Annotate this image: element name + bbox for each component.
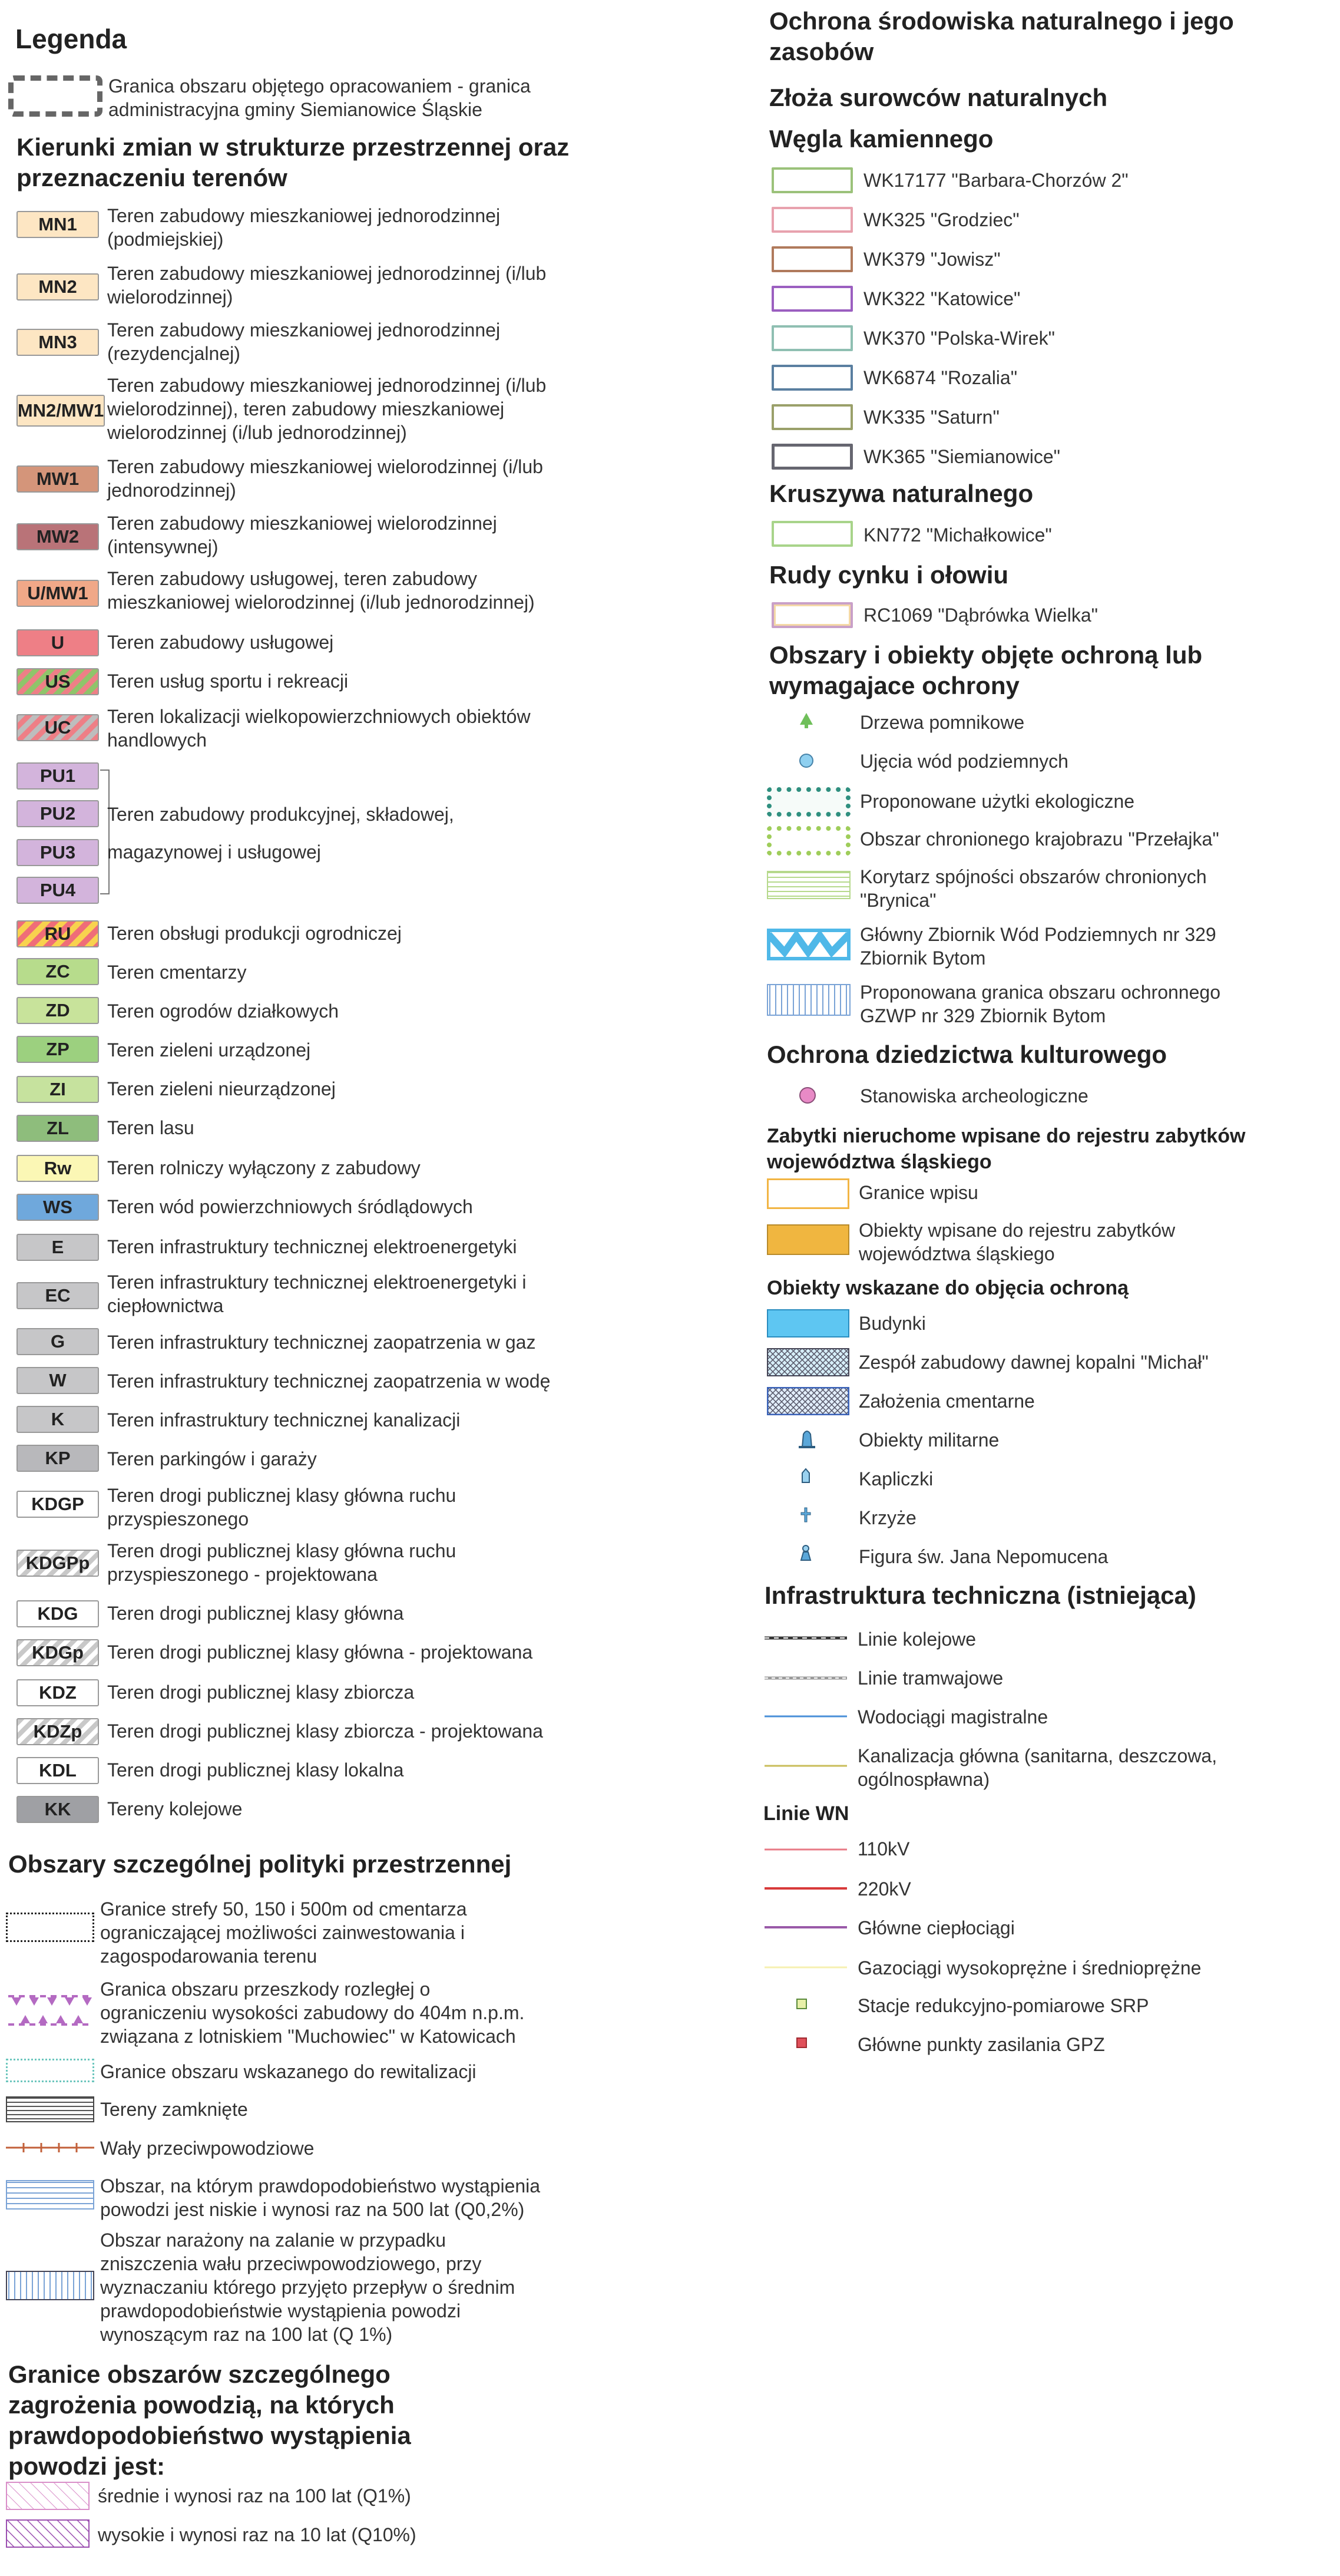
- code-swatch-uc: [16, 714, 99, 741]
- code-label: U: [51, 632, 65, 653]
- code-swatch-pu1: [16, 762, 99, 790]
- land-use-label-kdz: Teren drogi publicznej klasy zbiorcza: [107, 1682, 415, 1703]
- code-label: KDGP: [31, 1494, 84, 1514]
- land-use-label-kk: Tereny kolejowe: [107, 1798, 243, 1819]
- code-swatch-k: [16, 1406, 99, 1433]
- code-label: Rw: [44, 1158, 72, 1178]
- land-use-label-zp: Teren zieleni urządzonej: [107, 1039, 311, 1061]
- infra-heading: Infrastruktura techniczna (istniejąca): [765, 1581, 1196, 1609]
- polityka-item-6: Obszar, na którym prawdopodobieństwo wystąpienia powodzi jest niskie i wynosi raz na 500 lat (Q0,2%): [100, 2175, 541, 2220]
- code-swatch-ws: [16, 1194, 99, 1221]
- code-swatch-pu4: [16, 877, 99, 904]
- wskazane-item-7: Figura św. Jana Nepomucena: [859, 1546, 1109, 1567]
- code-label: PU4: [39, 880, 76, 900]
- register-bounds-swatch: [767, 1178, 849, 1209]
- rc1069-label: RC1069 "Dąbrówka Wielka": [863, 605, 1098, 626]
- water-intake-icon: [798, 752, 815, 770]
- infra-item-3: Wodociągi magistralne: [858, 1706, 1048, 1728]
- code-label: KDGp: [32, 1642, 84, 1663]
- cross-icon: [799, 1506, 813, 1524]
- code-swatch-kdz: [16, 1679, 99, 1706]
- code-label: PU2: [39, 803, 76, 824]
- code-label: ZL: [47, 1118, 69, 1138]
- land-use-label-e: Teren infrastruktury technicznej elektroenergetyki: [107, 1236, 517, 1257]
- gas-pipe-symbol: [763, 1964, 848, 1970]
- coal-deposit-swatch: [772, 404, 853, 430]
- flood-low-swatch: [6, 2180, 94, 2210]
- land-use-label-ec: Teren infrastruktury technicznej elektroenergetyki i ciepłownictwa: [107, 1272, 527, 1316]
- land-use-label-kdg: Teren drogi publicznej klasy główna: [107, 1603, 404, 1624]
- polityka-item-4: Tereny zamknięte: [100, 2099, 248, 2120]
- code-swatch-zi: [16, 1076, 99, 1103]
- pu-label-1: Teren zabudowy produkcyjnej, składowej,: [107, 804, 454, 825]
- coal-deposit-label: WK17177 "Barbara-Chorzów 2": [863, 170, 1129, 191]
- wskazane-item-4: Obiekty militarne: [859, 1429, 1000, 1451]
- legend-title: Legenda: [15, 24, 127, 54]
- coal-deposit-label: WK370 "Polska-Wirek": [863, 328, 1056, 349]
- pu-label-2: magazynowej i usługowej: [107, 841, 321, 863]
- code-label: KDG: [37, 1603, 78, 1624]
- wn-item-6: Główne punkty zasilania GPZ: [858, 2034, 1105, 2055]
- code-swatch-e: [16, 1234, 99, 1261]
- land-use-label-mw1: Teren zabudowy mieszkaniowej wielorodzinnej (i/lub jednorodzinnej): [107, 456, 543, 501]
- code-swatch-kdgp: [16, 1639, 99, 1666]
- obszary-item-1: Drzewa pomnikowe: [860, 712, 1025, 733]
- kn772-label: KN772 "Michałkowice": [863, 524, 1052, 546]
- heat-pipe-symbol: [763, 1924, 848, 1930]
- code-swatch-kdg: [16, 1600, 99, 1627]
- obszary-item-2: Ujęcia wód podziemnych: [860, 751, 1068, 772]
- coal-deposit-label: WK379 "Jowisz": [863, 249, 1001, 270]
- land-use-label-uc: Teren lokalizacji wielkopowierzchniowych obiektów handlowych: [107, 706, 531, 751]
- rewitalizacja-swatch: [6, 2059, 94, 2082]
- land-use-label-kp: Teren parkingów i garaży: [107, 1448, 317, 1469]
- mine-complex-swatch: [767, 1348, 849, 1376]
- code-swatch-g: [16, 1328, 99, 1355]
- code-label: ZC: [45, 961, 70, 982]
- coal-deposit-swatch: [772, 365, 853, 391]
- kn772-swatch: [772, 521, 853, 547]
- ochrona-heading: Ochrona środowiska naturalnego i jego zasobów: [769, 7, 1234, 65]
- code-swatch-mw2: [16, 523, 99, 550]
- wn-item-3: Główne ciepłociągi: [858, 1917, 1015, 1938]
- coal-deposit-swatch: [772, 286, 853, 312]
- chapel-icon: [799, 1467, 813, 1485]
- polityka-item-7: Obszar narażony na zalanie w przypadku zniszczenia wału przeciwpowodziowego, przy wyznaczaniu którego przyjęto przepływ o średnim prawdopodobieństwie wystąpienia powodzi wynoszącym raz na 100 lat (Q 1%): [100, 2230, 515, 2345]
- code-label: RU: [44, 923, 71, 944]
- railway-line-symbol: [763, 1633, 848, 1643]
- land-use-label-zc: Teren cmentarzy: [107, 962, 247, 983]
- cemetery-zone-swatch: [6, 1913, 94, 1942]
- line-110kv-symbol: [763, 1847, 848, 1852]
- land-use-label-kdgpp: Teren drogi publicznej klasy główna ruchu przyspieszonego - projektowana: [107, 1540, 456, 1585]
- code-label: MN2: [38, 276, 77, 297]
- code-swatch-kdgpp: [16, 1550, 99, 1577]
- obszary-item-3: Proponowane użytki ekologiczne: [860, 791, 1135, 812]
- coal-deposit-label: WK325 "Grodziec": [863, 209, 1020, 230]
- flood-high-swatch: [6, 2519, 90, 2548]
- code-swatch-zp: [16, 1036, 99, 1063]
- code-swatch-kp: [16, 1445, 99, 1472]
- kruszywa-heading: Kruszywa naturalnego: [769, 480, 1034, 507]
- coal-deposit-label: WK322 "Katowice": [863, 288, 1021, 309]
- sewer-main-symbol: [763, 1763, 848, 1769]
- obszary-item-5: Korytarz spójności obszarów chronionych "Brynica": [860, 866, 1207, 911]
- srp-icon: [796, 1999, 807, 2009]
- infra-item-2: Linie tramwajowe: [858, 1667, 1004, 1689]
- gpz-icon: [796, 2037, 807, 2048]
- military-icon: [796, 1426, 818, 1449]
- wn-item-1: 110kV: [858, 1838, 910, 1860]
- code-swatch-u-mw1: [16, 580, 99, 607]
- wskazane-item-3: Założenia cmentarne: [859, 1391, 1035, 1412]
- code-label: EC: [45, 1285, 71, 1306]
- land-use-label-mw2: Teren zabudowy mieszkaniowej wielorodzinnej (intensywnej): [107, 513, 497, 557]
- code-swatch-u: [16, 629, 99, 656]
- boundary-swatch: [8, 75, 102, 117]
- code-swatch-zc: [16, 958, 99, 985]
- land-use-label-g: Teren infrastruktury technicznej zaopatrzenia w gaz: [107, 1332, 536, 1353]
- land-use-label-mn1: Teren zabudowy mieszkaniowej jednorodzinnej (podmiejskiej): [107, 205, 501, 250]
- land-use-label-u-mw1: Teren zabudowy usługowej, teren zabudowy mieszkaniowej wielorodzinnej (i/lub jednorodzinnej): [107, 568, 535, 613]
- obszary-heading: Obszary i obiekty objęte ochroną lub wymagajace ochrony: [769, 641, 1203, 699]
- statue-icon: [796, 1544, 815, 1563]
- land-use-label-zd: Teren ogrodów działkowych: [107, 1000, 339, 1022]
- polityka-item-1: Granice strefy 50, 150 i 500m od cmentarza ograniczającej możliwości zainwestowania i zagospodarowania terenu: [100, 1898, 467, 1967]
- rejestr-heading: Zabytki nieruchome wpisane do rejestru zabytków województwa śląskiego: [767, 1125, 1246, 1173]
- code-swatch-ru: [16, 920, 99, 947]
- line-220kv-symbol: [763, 1885, 848, 1891]
- coal-deposit-swatch: [772, 325, 853, 351]
- polityka-heading: Obszary szczególnej polityki przestrzennej: [8, 1850, 512, 1878]
- code-label: MN3: [38, 332, 77, 352]
- coal-deposit-swatch: [772, 207, 853, 233]
- land-use-label-kdgp: Teren drogi publicznej klasy główna ruchu przyspieszonego: [107, 1485, 456, 1530]
- buildings-swatch: [767, 1309, 849, 1337]
- rejestr-item-1: Granice wpisu: [859, 1182, 978, 1203]
- land-use-label-kdgp: Teren drogi publicznej klasy główna - projektowana: [107, 1642, 533, 1663]
- flood-embankment-zone-swatch: [6, 2271, 94, 2300]
- wn-item-5: Stacje redukcyjno-pomiarowe SRP: [858, 1995, 1149, 2016]
- gzwp-swatch: [767, 929, 851, 960]
- code-label: KP: [45, 1448, 71, 1468]
- code-label: WS: [43, 1197, 72, 1217]
- wskazane-item-2: Zespół zabudowy dawnej kopalni "Michał": [859, 1352, 1209, 1373]
- code-label: MW1: [36, 468, 80, 489]
- zagrozenie-heading: Granice obszarów szczególnego zagrożenia powodzią, na których prawdopodobieństwo wystąpienia powodzi jest:: [8, 2360, 411, 2480]
- landscape-area-swatch: [767, 826, 851, 856]
- code-swatch-kdgp: [16, 1491, 99, 1518]
- zagrozenie-item-2: wysokie i wynosi raz na 10 lat (Q10%): [98, 2524, 416, 2545]
- coal-deposit-label: WK335 "Saturn": [863, 407, 1000, 428]
- code-label: UC: [44, 717, 71, 738]
- land-use-label-ru: Teren obsługi produkcji ogrodniczej: [107, 923, 402, 944]
- zagrozenie-item-1: średnie i wynosi raz na 100 lat (Q1%): [98, 2485, 411, 2506]
- wn-heading: Linie WN: [763, 1802, 849, 1825]
- rudy-heading: Rudy cynku i ołowiu: [769, 561, 1009, 589]
- code-label: KDZp: [33, 1721, 82, 1742]
- code-label: MN2/MW1: [17, 400, 104, 421]
- zloza-heading: Złoża surowców naturalnych: [769, 84, 1108, 111]
- code-swatch-us: [16, 668, 99, 695]
- land-use-label-kdl: Teren drogi publicznej klasy lokalna: [107, 1759, 404, 1781]
- wn-item-4: Gazociągi wysokoprężne i średnioprężne: [858, 1957, 1202, 1979]
- code-label: ZP: [46, 1039, 70, 1059]
- code-swatch-rw: [16, 1155, 99, 1182]
- wskazane-item-1: Budynki: [859, 1313, 926, 1334]
- coal-deposit-swatch: [772, 246, 853, 272]
- code-label: KK: [44, 1799, 71, 1819]
- polityka-item-3: Granice obszaru wskazanego do rewitalizacji: [100, 2061, 477, 2082]
- code-swatch-mn2-mw1: [16, 395, 105, 427]
- obszary-item-6: Główny Zbiornik Wód Podziemnych nr 329 Zbiornik Bytom: [860, 924, 1216, 969]
- water-main-symbol: [763, 1713, 848, 1719]
- flood-embankment-swatch: [6, 2139, 94, 2156]
- wskazane-heading: Obiekty wskazane do objęcia ochroną: [767, 1277, 1129, 1299]
- coal-deposit-swatch: [772, 167, 853, 193]
- land-use-label-rw: Teren rolniczy wyłączony z zabudowy: [107, 1157, 421, 1178]
- tram-line-symbol: [763, 1673, 848, 1683]
- land-use-label-w: Teren infrastruktury technicznej zaopatrzenia w wodę: [107, 1370, 551, 1392]
- rejestr-item-2: Obiekty wpisane do rejestru zabytków województwa śląskiego: [859, 1220, 1176, 1264]
- code-swatch-mw1: [16, 465, 99, 493]
- dziedzictwo-heading: Ochrona dziedzictwa kulturowego: [767, 1041, 1167, 1068]
- flood-medium-swatch: [6, 2482, 90, 2510]
- code-label: KDZ: [39, 1682, 77, 1703]
- pu-bracket: [100, 770, 110, 894]
- coal-deposit-label: WK365 "Siemianowice": [863, 446, 1060, 467]
- land-use-label-zi: Teren zieleni nieurządzonej: [107, 1078, 336, 1099]
- kierunki-heading: Kierunki zmian w strukturze przestrzennej oraz przeznaczeniu terenów: [16, 133, 570, 191]
- code-swatch-kdl: [16, 1757, 99, 1784]
- land-use-label-ws: Teren wód powierzchniowych śródlądowych: [107, 1196, 473, 1217]
- obszary-item-4: Obszar chronionego krajobrazu "Przełajka": [860, 828, 1219, 850]
- code-swatch-pu3: [16, 839, 99, 866]
- polityka-item-5: Wały przeciwpowodziowe: [100, 2138, 315, 2159]
- land-use-label-mn2: Teren zabudowy mieszkaniowej jednorodzinnej (i/lub wielorodzinnej): [107, 263, 547, 308]
- stanowiska-label: Stanowiska archeologiczne: [860, 1085, 1088, 1107]
- cemetery-layout-swatch: [767, 1387, 849, 1415]
- code-label: ZI: [49, 1079, 66, 1099]
- land-use-label-us: Teren usług sportu i rekreacji: [107, 671, 349, 692]
- code-label: E: [51, 1237, 64, 1257]
- code-label: US: [45, 671, 71, 692]
- code-label: MN1: [38, 214, 77, 235]
- code-swatch-kdzp: [16, 1718, 99, 1745]
- land-use-label-u: Teren zabudowy usługowej: [107, 632, 334, 653]
- code-swatch-mn3: [16, 329, 99, 356]
- closed-areas-swatch: [6, 2096, 94, 2122]
- wegla-heading: Węgla kamiennego: [769, 125, 994, 153]
- boundary-label: Granica obszaru objętego opracowaniem - granica administracyjna gminy Siemianowice Śląskie: [108, 75, 531, 120]
- archaeology-icon: [798, 1085, 818, 1105]
- corridor-swatch: [767, 871, 851, 899]
- code-label: KDL: [39, 1760, 77, 1781]
- airport-obstacle-swatch: [6, 1994, 94, 2027]
- gzwp-proposed-swatch: [767, 984, 851, 1016]
- code-label: K: [51, 1409, 65, 1429]
- code-swatch-zd: [16, 997, 99, 1024]
- code-swatch-ec: [16, 1282, 99, 1309]
- land-use-label-mn2-mw1: Teren zabudowy mieszkaniowej jednorodzinnej (i/lub wielorodzinnej), teren zabudowy mieszkaniowej wielorodzinnej (i/lub jednorodzinnej): [107, 375, 547, 443]
- code-label: G: [50, 1331, 65, 1352]
- coal-deposit-label: WK6874 "Rozalia": [863, 367, 1018, 388]
- land-use-label-kdzp: Teren drogi publicznej klasy zbiorcza - projektowana: [107, 1720, 543, 1742]
- wskazane-item-6: Krzyże: [859, 1507, 917, 1528]
- code-swatch-w: [16, 1367, 99, 1394]
- code-label: KDGPp: [25, 1553, 90, 1573]
- tree-icon: [798, 712, 815, 729]
- obszary-item-7: Proponowana granica obszaru ochronnego GZWP nr 329 Zbiornik Bytom: [860, 982, 1220, 1026]
- wskazane-item-5: Kapliczki: [859, 1468, 934, 1490]
- land-use-label-zl: Teren lasu: [107, 1117, 194, 1138]
- code-label: PU1: [39, 765, 76, 786]
- infra-item-1: Linie kolejowe: [858, 1629, 977, 1650]
- rc1069-swatch: [772, 602, 853, 628]
- code-swatch-zl: [16, 1115, 99, 1142]
- code-swatch-pu2: [16, 800, 99, 827]
- land-use-label-mn3: Teren zabudowy mieszkaniowej jednorodzinnej (rezydencjalnej): [107, 319, 501, 364]
- code-swatch-kk: [16, 1796, 99, 1823]
- code-label: PU3: [39, 842, 76, 863]
- code-label: U/MW1: [27, 583, 88, 603]
- infra-item-4: Kanalizacja główna (sanitarna, deszczowa, ogólnospławna): [858, 1745, 1217, 1790]
- code-label: MW2: [36, 526, 80, 547]
- coal-deposit-swatch: [772, 444, 853, 470]
- code-swatch-mn2: [16, 273, 99, 300]
- code-label: W: [49, 1370, 67, 1391]
- wn-item-2: 220kV: [858, 1878, 911, 1900]
- eco-area-swatch: [767, 787, 851, 817]
- code-label: ZD: [45, 1000, 70, 1021]
- code-swatch-mn1: [16, 211, 99, 238]
- register-objects-swatch: [767, 1224, 849, 1255]
- land-use-label-k: Teren infrastruktury technicznej kanalizacji: [107, 1409, 461, 1431]
- polityka-item-2: Granica obszaru przeszkody rozległej o ograniczeniu wysokości zabudowy do 404m n.p.m. związana z lotniskiem "Muchowiec" w Katowicach: [100, 1979, 525, 2047]
